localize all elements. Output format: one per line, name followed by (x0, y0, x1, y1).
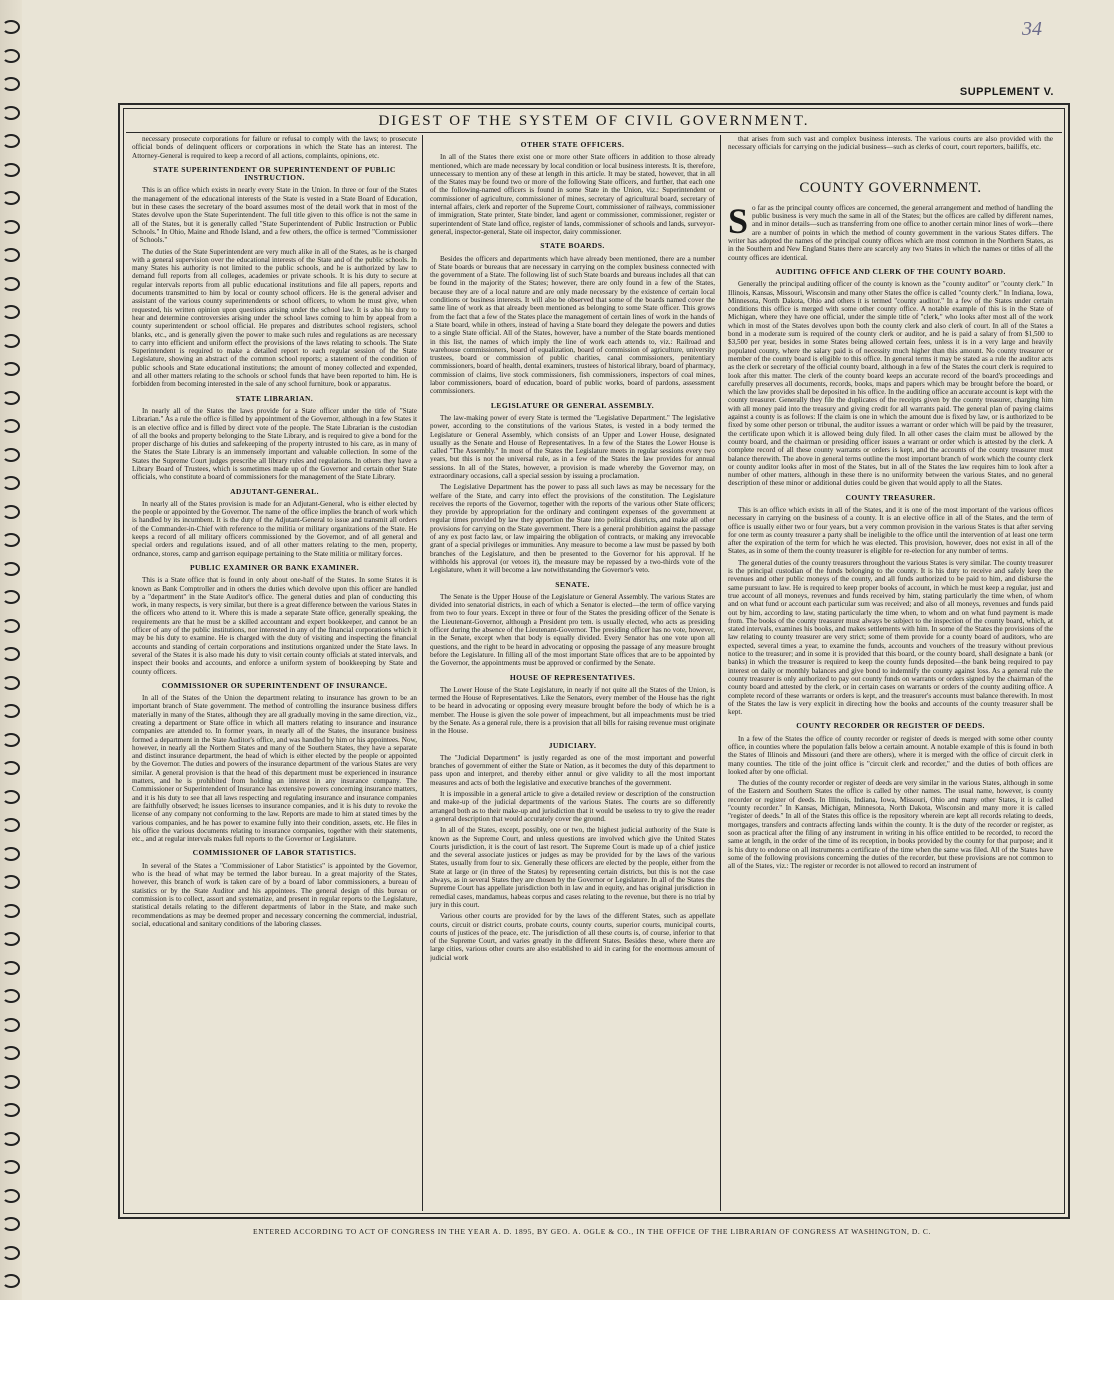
paragraph: necessary prosecute corporations for failure or refusal to comply with the laws; to prosecute official bonds of delinquent officers or corporations in which the State has an interest. The Attorney-General is required to keep a record of all actions, complaints, opinions, etc. (132, 135, 417, 160)
digest-title: DIGEST OF THE SYSTEM OF CIVIL GOVERNMENT. (378, 113, 810, 129)
paragraph: In nearly all of the States the laws provide for a State officer under the title of "State Librarian." As a rule the office is filled by appointment of the Governor, although in a few States it is an elective office and is filled by direct vote of the people. The State Librarian is the custodian of all the books and property belonging to the State Library, and is required to give a bond for the proper discharge of his duties and safekeeping of the property intrusted to his care, as in many of the States the State Library is an immensely important and valuable collection. In some of the States the Supreme Court judges prescribe all library rules and regulations. In others they have a Library Board of Trustees, which is sometimes made up of the Governor and certain other State officials, who constitute a board of commissioners for the management of the State Library. (132, 406, 417, 482)
binding-ring (2, 1046, 20, 1060)
paragraph: The Legislative Department has the power to pass all such laws as may be necessary for the welfare of the State, and carry into effect the provisions of the constitution. The Legislature receives the reports of the Governor, together with the reports of the various other State officers; they provide by appropriation for the ordinary and contingent expenses of the government at regular times provided by law they apportion the State into political districts, and make all other provisions for carrying on the State government. There is a general prohibition against the passage of any ex post facto law, or law impairing the obligation of contracts, or making any irrevocable grant of a special privileges or immunities. Any measure to become a law must be passed by both branches of the Legislature, and then be presented to the Governor for his approval. If he withholds his approval (or vetoes it), the measure may be repassed by a two-thirds vote of the Legislature, when it will become a law notwithstanding the Governor's veto. (430, 483, 715, 575)
binding-ring (2, 818, 20, 832)
section-heading: PUBLIC EXAMINER OR BANK EXAMINER. (189, 562, 360, 572)
binding-ring (2, 1160, 20, 1174)
section-heading: HOUSE OF REPRESENTATIVES. (509, 672, 636, 682)
binding-ring (2, 1217, 20, 1231)
paragraph: The duties of the State Superintendent are very much alike in all of the States, as he is charged with a general supervision over the educational interests of the State and of the public schools. In many States his authority is not limited to the public schools, and he is authorized by law to demand full reports from all colleges, academies or private schools. It is his duty to secure at regular intervals reports from all public educational institutions and file all papers, reports and documents transmitted to him by local or county school officers. He is the general adviser and assistant of the various county superintendents or school officers, to whom he must give, when requested, his written opinion upon questions arising under the school law. It is also his duty to hear and determine controversies arising under the school laws coming to him by appeal from a county superintendent or school official. He prepares and distributes school registers, school blanks, etc., and is generally given the power to make such rules and regulations as are necessary to carry into efficient and uniform effect the provisions of the laws relating to schools. The State Superintendent is required to make a detailed report to each regular session of the State Legislature, showing an abstract of the common school reports; a statement of the condition of public schools and State educational institutions; the amount of money collected and expended, and all other matters relating to the schools or school funds that have been reported to him. He is forbidden from becoming interested in the sale of any school furniture, book or apparatus. (132, 247, 417, 389)
supplement-label: SUPPLEMENT V. (959, 86, 1054, 98)
binding-ring (2, 20, 20, 34)
binding-ring (2, 248, 20, 262)
column-2 (430, 135, 715, 1209)
paragraph: In all of the States there exist one or more other State officers in addition to those already mentioned, which are made necessary by local condition or local business interests. It is, therefore, unnecessary to mention any of these at length in this article. It may be stated, however, that in all of the States may be found two or more of the following State officers, and further, that each one of the following-named officers is found in some State in the Union, viz.: Superintendent or commissioner of agriculture, commissioner of mines, secretary of agricultural board, secretary of internal affairs, clerk and reporter of the Supreme Court, commissioner of railways, commissioner of immigration, State printer, State binder, land agent or commissioner, commissioner, register or superintendent of State land office, register of lands, commissioner of schools and lands, surveyor-general, inspector-general, State oil inspector, dairy commissioner. (430, 153, 715, 236)
binding-ring (2, 1189, 20, 1203)
column-3 (728, 135, 1053, 1209)
paragraph-text: o far as the principal county offices are concerned, the general arrangement and method of handling the public business is very much the same in all of the States; but the offices are called by different names, and in minor details—such as transferring from one office to another certain minor lines of work—there are a number of points in which the method of county government in the various States differs. The writer has adopted the names of the principal county offices which are most common in the Northern States, as in the Southern and New England States there are scarcely any two States in which the names or titles of all the county offices are identical. (728, 203, 1053, 262)
paragraph: Generally the principal auditing officer of the county is known as the "county auditor" or "county clerk." In Illinois, Kansas, Missouri, Wisconsin and many other States the office is called "county clerk." In Indiana, Iowa, Minnesota, North Dakota, Ohio and others it is termed "county auditor." In a few of the States under certain conditions this office is merged with some other county office. A notable example of this is in the State of Michigan, where they have one official, under the simple title of "clerk," who looks after most all of the work which in most of the States devolves upon both the county clerk and also clerk of court. In all of the States a bond in a moderate sum is required of the county clerk or auditor, and he is paid a salary of from $1,500 to $3,500 per year, besides in some States being allowed certain fees, unless it is in a very large and heavily populated county, where the salary paid is of necessity much higher than this amount. No county treasurer or member of the county board is eligible to this office. In general terms it may be stated as a rule the auditor acts as the clerk or secretary of the official county board, although in a few of the States the court clerk is required to look after this matter. The clerk of the county board keeps an accurate record of the board's proceedings and carefully preserves all documents, records, books, maps and papers which may be brought before the board, or which the law provides shall be deposited in his office. In the auditing office an accurate account is kept with the county treasurer. Generally they file the duplicates of the receipts given by the county treasurer, charging him with all money paid into the treasury and giving credit for all warrants paid. The general plan of paying claims against a county is as follows: If the claim is one in which the amount due is fixed by law, or is authorized to be fixed by some other person or tribunal, the auditor issues a warrant or order which will be paid by the treasurer, the certificate upon which it is allowed being duly filed. In all other cases the claim must be allowed by the county board, and the chairman or presiding officer issues a warrant or order which is attested by the clerk. A complete record of all these county warrants or orders is kept, and the accounts of the county treasurer must balance therewith. The above in general terms outline the most important branch of work which the county clerk or county auditor looks after in most of the States, but in all of the States the law requires him to look after a number of other matters, although in these there is no uniformity between the various States, and no general description of these minor or additional duties could be given that would apply to all the States. (728, 280, 1053, 488)
binding-ring (2, 277, 20, 291)
paragraph: The Lower House of the State Legislature, in nearly if not quite all the States of the Union, is termed the House of Representatives. Like the Senators, every member of the House has the right to be heard in advocating or opposing every measure brought before the body of which he is a member. The House is given the sole power of impeachment, but all impeachments must be tried by the Senate. As a general rule, there is a provision that all bills for raising revenue must originate in the House. (430, 685, 715, 736)
binding-ring (2, 419, 20, 433)
binding-ring (2, 1246, 20, 1260)
binding-ring (2, 1103, 20, 1117)
section-heading: COUNTY RECORDER OR REGISTER OF DEEDS. (796, 721, 985, 731)
section-heading: JUDICIARY. (548, 740, 597, 750)
binding-ring (2, 562, 20, 576)
document-frame (118, 103, 1070, 1219)
paragraph: Besides the officers and departments which have already been mentioned, there are a number of State boards or bureaus that are necessary in carrying on the complex business connected with the government of a State. The following list of such State boards and bureaus includes all that can be found in the majority of the States; however, there are only found in a few of the States, because they are of a local nature and are only made necessary by the existence of certain local conditions or business interests. It will also be observed that some of the boards named cover the same line of work as that already been mentioned as belonging to some State officer. This grows from the fact that a few of the States place the management of certain lines of work in the hands of a State board, while in others, instead of having a State board they delegate the powers and duties to a single State official. All of the States, however, have a number of the State boards mentioned in this list, the names of which imply the line of work each attends to, viz.: Railroad and warehouse commissioners, board of equalization, board of commission of agriculture, university trustees, board or commission of public charities, canal commissioners, penitentiary commissioners, board of health, dental examiners, trustees of historical library, board of pharmacy, commission of claims, live stock commissioners, fish commissioners, inspectors of coal mines, labor commissioners, board of education, board of public works, board of pardons, assessment commissioners. (430, 254, 715, 396)
binding-ring (2, 932, 20, 946)
bottom-margin (0, 1300, 1114, 1390)
drop-cap: S (728, 200, 749, 241)
section-heading: ADJUTANT-GENERAL. (230, 486, 319, 496)
binding-ring (2, 1075, 20, 1089)
binding-ring (2, 1132, 20, 1146)
paragraph: This is a State office that is found in only about one-half of the States. In some States it is known as Bank Comptroller and in others the duties which devolve upon this officer are handled by a "department" in the State Auditor's office. The general duties and plan of conducting this work, in many respects, is very similar, but there is a great difference between the various States in the officers who attend to it. Where this is made a separate State office, generally speaking, the requirements are that he must be a skilled accountant and expert bookkeeper, and cannot be an officer of any of the public institutions, nor interested in any of the financial corporations which it may be his duty to examine. He is charged with the duty of visiting and inspecting the financial accounts and standing of certain corporations and institutions organized under the State laws. In several of the States it is also made his duty to visit certain county officials at stated intervals, and inspect their books and accounts, and enforce a uniform system of bookkeeping by State and county officers. (132, 576, 417, 676)
binding-ring (2, 733, 20, 747)
binding-ring (2, 305, 20, 319)
binding-ring (2, 533, 20, 547)
section-heading: AUDITING OFFICE AND CLERK OF THE COUNTY BOARD. (775, 266, 1006, 276)
paragraph: In a few of the States the office of county recorder or register of deeds is merged with some other county office, in counties where the population falls below a certain amount. A notable example of this is found in both the States of Illinois and Missouri (and there are others), where it is merged with the office of circuit clerk in many counties. The title of the joint office is "circuit clerk and recorder," and the duties of both offices are looked after by one official. (728, 734, 1053, 776)
section-heading: LEGISLATURE OR GENERAL ASSEMBLY. (490, 400, 655, 410)
section-heading: COMMISSIONER OR SUPERINTENDENT OF INSURANCE. (161, 680, 388, 690)
binding-ring (2, 362, 20, 376)
binding-ring (2, 391, 20, 405)
binding-ring (2, 790, 20, 804)
title-rule (126, 132, 1062, 133)
binding-ring (2, 961, 20, 975)
binding-ring (2, 847, 20, 861)
binding-ring (2, 1018, 20, 1032)
paragraph: In all of the States, except, possibly, one or two, the highest judicial authority of the State is known as the Supreme Court, and unless questions are involved which give the United States Courts jurisdiction, it is the court of last resort. The Supreme Court is made up of a chief justice and the several associate justices or judges as may be provided for by the laws of the various States, usually from four to six. Generally these officers are elected by the people, either from the State at large or (in three of the States) by representing certain districts, but this is not the case always, as in several States they are chosen by the Governor or Legislature. In all of the States the Supreme Court has appellate jurisdiction both in law and in equity, and has original jurisdiction in remedial cases, mandamus, habeas corpus and cases relating to the revenue, but there is no trial by jury in this court. (430, 826, 715, 909)
paragraph: that arises from such vast and complex business interests. The various courts are also provided with the necessary officials for carrying on the judicial business—such as clerks of court, court reporters, bailiffs, etc. (728, 135, 1053, 152)
section-heading: COUNTY TREASURER. (845, 492, 936, 502)
binding-ring (2, 134, 20, 148)
paragraph: The general duties of the county treasurers throughout the various States is very similar. The county treasurer is the principal custodian of the funds belonging to the county. It is his duty to receive and safely keep the revenues and other public moneys of the county, and all funds authorized to be paid to him, and disburse the same pursuant to law. He is required to keep proper books of account, in which he must keep a regular, just and true account of all moneys, revenues and funds received by him, stating particularly the time when, of whom and on what fund or account each particular sum was received; and also of all moneys, revenues and funds paid out by him, according to law, stating particularly the time when, to whom and on what fund payment is made from. The books of the county treasurer must always be subject to the inspection of the county board, which, at stated intervals, examines his books, and makes settlements with him. In some of the States the provisions of the law relating to county treasurer are very strict; some of them provide for a county board of auditors, who are expected, several times a year, to examine the funds, accounts and vouchers of the treasury without previous notice to the treasurer; and in some it is provided that this board, or the county board, shall designate a bank (or banks) in which the treasurer is required to keep the county funds deposited—the bank being required to pay interest on daily or monthly balances and give bond to indemnify the county against loss. As a general rule the county treasurer is only authorized to pay out county funds on warrants or orders signed by the chairman of the county board and attested by the clerk, or in certain cases on warrants or orders of the county auditing office. A complete record of these warrants or orders is kept, and the treasurer's accounts must balance therewith. In most of the States the law is very explicit in directing how the books and accounts of the county treasurer shall be kept. (728, 558, 1053, 717)
binding-ring (2, 619, 20, 633)
county-government-heading: COUNTY GOVERNMENT. (799, 179, 982, 196)
binding-ring (2, 77, 20, 91)
binding-ring (2, 163, 20, 177)
paragraph: In nearly all of the States provision is made for an Adjutant-General, who is either elected by the people or appointed by the Governor. The name of the office implies the branch of work which is handled by its incumbent. It is the duty of the Adjutant-General to issue and transmit all orders of the Commander-in-Chief with reference to the militia or military organizations of the State. He keeps a record of all military officers commissioned by the Governor, and of all general and special orders and regulations issued, and of all other matters relating to the men, property, ordnance, stores, camp and garrison equipage pertaining to the State militia or military forces. (132, 499, 417, 558)
paragraph: This is an office which exists in all of the States, and it is one of the most important of the various offices necessary in carrying on the business of a county. It is an elective office in all of the States, and the term of office is usually either two or four years, but a very common provision in the various States is that after serving for one term as county treasurer a party shall be ineligible to the office until the intervention of at least one term after the expiration of the term for which he was elected. This provision, however, does not exist in all of the States, as in some of them the county treasurer is eligible for re-election for any number of terms. (728, 505, 1053, 556)
section-heading: STATE LIBRARIAN. (235, 393, 314, 403)
page-number: 34 (1022, 18, 1042, 40)
section-heading: COMMISSIONER OF LABOR STATISTICS. (192, 848, 357, 858)
binding-ring (2, 875, 20, 889)
section-heading: OTHER STATE OFFICERS. (520, 140, 625, 149)
paragraph: It is impossible in a general article to give a detailed review or description of the construction and make-up of the judicial departments of the various States. The courts are so differently arranged both as to their make-up and jurisdiction that it would be useless to try to give the reader a general description that would accurately cover the ground. (430, 790, 715, 823)
binding-ring (2, 761, 20, 775)
paragraph: The "Judicial Department" is justly regarded as one of the most important and powerful branches of government of either the State or Nation, as it becomes the duty of this department to pass upon and interpret, and thereby either annul or give validity to all the most important measures and acts of both the legislative and executive branches of the government. (430, 753, 715, 787)
binding-ring (2, 1274, 20, 1288)
paragraph: In several of the States a "Commissioner of Labor Statistics" is appointed by the Governor, who is the head of what may be termed the labor bureau. In a great majority of the States, however, this branch of work is taken care of by a board of labor commissioners, a bureau of statistics or by the State Auditor and his appointees. The general design of this bureau or commission is to collect, assort and systematize, and present in regular reports to the Legislature, statistical details relating to the different departments of labor in the State, and make such recommendations as may be deemed proper and necessary concerning the commercial, industrial, social, educational and sanitary conditions of the laboring classes. (132, 861, 417, 928)
binding-ring (2, 704, 20, 718)
binding-ring (2, 647, 20, 661)
section-heading: SENATE. (555, 579, 590, 589)
binding-ring (2, 448, 20, 462)
paragraph: The Senate is the Upper House of the Legislature or General Assembly. The various States are divided into senatorial districts, in each of which a Senator is elected—the term of office varying from two to four years. Except in three or four of the States the presiding officer of the Senate is the Lieutenant-Governor, although a President pro tem. is usually elected, who acts as presiding officer during the absence of the Lieutenant-Governor. The presiding officer has no vote, however, in the Senate, except when that body is equally divided. Every Senator has one vote upon all questions, and the right to be heard in advocating or opposing the passage of any measure brought before the Legislature. In filling all of the most important State offices that are to be appointed by the Governor, the appointments must be approved or confirmed by the Senate. (430, 592, 715, 668)
binding-ring (2, 220, 20, 234)
binding-ring (2, 334, 20, 348)
paragraph: This is an office which exists in nearly every State in the Union. In three or four of the States the management of the educational interests of the State is vested in a State Board of Education, but in these cases the secretary of the board assumes most of the detail work that in most of the States devolve upon the State Superintendent. The full title given to this office is not the same in all of the States, but it is generally called "State Superintendent of Public Instruction or Public Schools." In Ohio, Maine and Rhode Island, and a few others, the office is termed "Commissioner of Schools." (132, 186, 417, 245)
drop-cap-paragraph (728, 200, 1053, 262)
binding-ring (2, 590, 20, 604)
section-heading: STATE BOARDS. (540, 241, 605, 251)
column-divider (720, 135, 721, 1211)
binding-ring (2, 904, 20, 918)
column-divider (422, 135, 423, 1211)
paragraph: In all of the States of the Union the department relating to insurance has grown to be an important branch of State government. The method of controlling the insurance business differs materially in many of the States, although they are all gradually moving in the same direction, viz., creating a department or State office in which all matters relating to insurance and insurance companies are attended to. In former years, in nearly all of the States, the insurance business formed a department in the State Auditor's office, and was handled by him or his appointees. Now, however, in nearly all the Northern States and many of the Southern States, they have a separate and distinct insurance department, the head of which is either elected by the people or appointed by the Governor. The duties and powers of the insurance department of the various States are very similar. A general provision is that the head of this department must be experienced in insurance matters, and he is prohibited from holding an interest in any insurance company. The Commissioner or Superintendent of Insurance has extensive powers concerning insurance matters, and it is his duty to see that all laws respecting and regulating insurance and insurance companies are faithfully observed; he issues licenses to insurance companies, and it is his duty to revoke the license of any company not conforming to the law. Reports are made to him at stated times by the various companies, and he has power to examine fully into their condition, assets, etc. He files in his office the various documents relating to insurance companies, together with their statements, etc., and at regular intervals makes full reports to the Governor or Legislature. (132, 694, 417, 844)
binding-ring (2, 676, 20, 690)
paragraph: The law-making power of every State is termed the "Legislative Department." The legislative power, according to the constitutions of the various States, is vested in a body termed the Legislature or General Assembly, which consists of an Upper and Lower House, designated usually as the Senate and House of Representatives. In a few of the States the Lower House is called "The Assembly." In most of the States the Legislature meets in regular sessions every two years, but this is not the universal rule, as in a few of the States the law provides for annual sessions. In all of the States, however, a provision is made whereby the Governor may, on extraordinary occasions, call a special session by issuing a proclamation. (430, 413, 715, 480)
spiral-binding (0, 0, 22, 1300)
paragraph: Various other courts are provided for by the laws of the different States, such as appellate courts, circuit or district courts, probate courts, county courts, superior courts, municipal courts, courts of justices of the peace, etc. The jurisdiction of all these courts is, of course, inferior to that of the Supreme Court, and varies greatly in the different States. Besides these, where there are large cities, various other courts are also established to aid in caring for the enormous amount of judicial work (430, 912, 715, 962)
binding-ring (2, 989, 20, 1003)
binding-ring (2, 191, 20, 205)
binding-ring (2, 505, 20, 519)
binding-ring (2, 476, 20, 490)
copyright-footer: ENTERED ACCORDING TO ACT OF CONGRESS IN THE YEAR A. D. 1895, BY GEO. A. OGLE & CO., IN THE OFFICE OF THE LIBRARIAN OF CONGRESS AT WASHINGTON, D. C. (253, 1227, 931, 1236)
binding-ring (2, 49, 20, 63)
paragraph: The duties of the county recorder or register of deeds are very similar in the various States, although in some of the Eastern and Southern States the office is called by other names. The usual name, however, is county recorder or register of deeds. In Illinois, Indiana, Iowa, Missouri, Ohio and many other States, it is called "county recorder." In Kansas, Michigan, Minnesota, North Dakota, Wisconsin and many more it is called "register of deeds." In all of the States this office is the repository wherein are kept all records relating to deeds, mortgages, transfers and contracts affecting lands within the county. It is the duty of the recorder or register, as soon as practical after the filing of any instrument in writing in his office entitled to be recorded, to record the same at length, in the order of the time of its reception, in books provided by the county for that purpose; and it is his duty to endorse on all instruments a certificate of the time when the same was filed. All of the States have some of the following provisions concerning the duties of the recorder, but these provisions are not common to all of the States, viz.: The register or recorder is not allowed to record an instrument of (728, 779, 1053, 871)
column-1 (132, 135, 417, 1209)
section-heading: STATE SUPERINTENDENT OR SUPERINTENDENT OF PUBLIC INSTRUCTION. (153, 164, 396, 183)
binding-ring (2, 106, 20, 120)
